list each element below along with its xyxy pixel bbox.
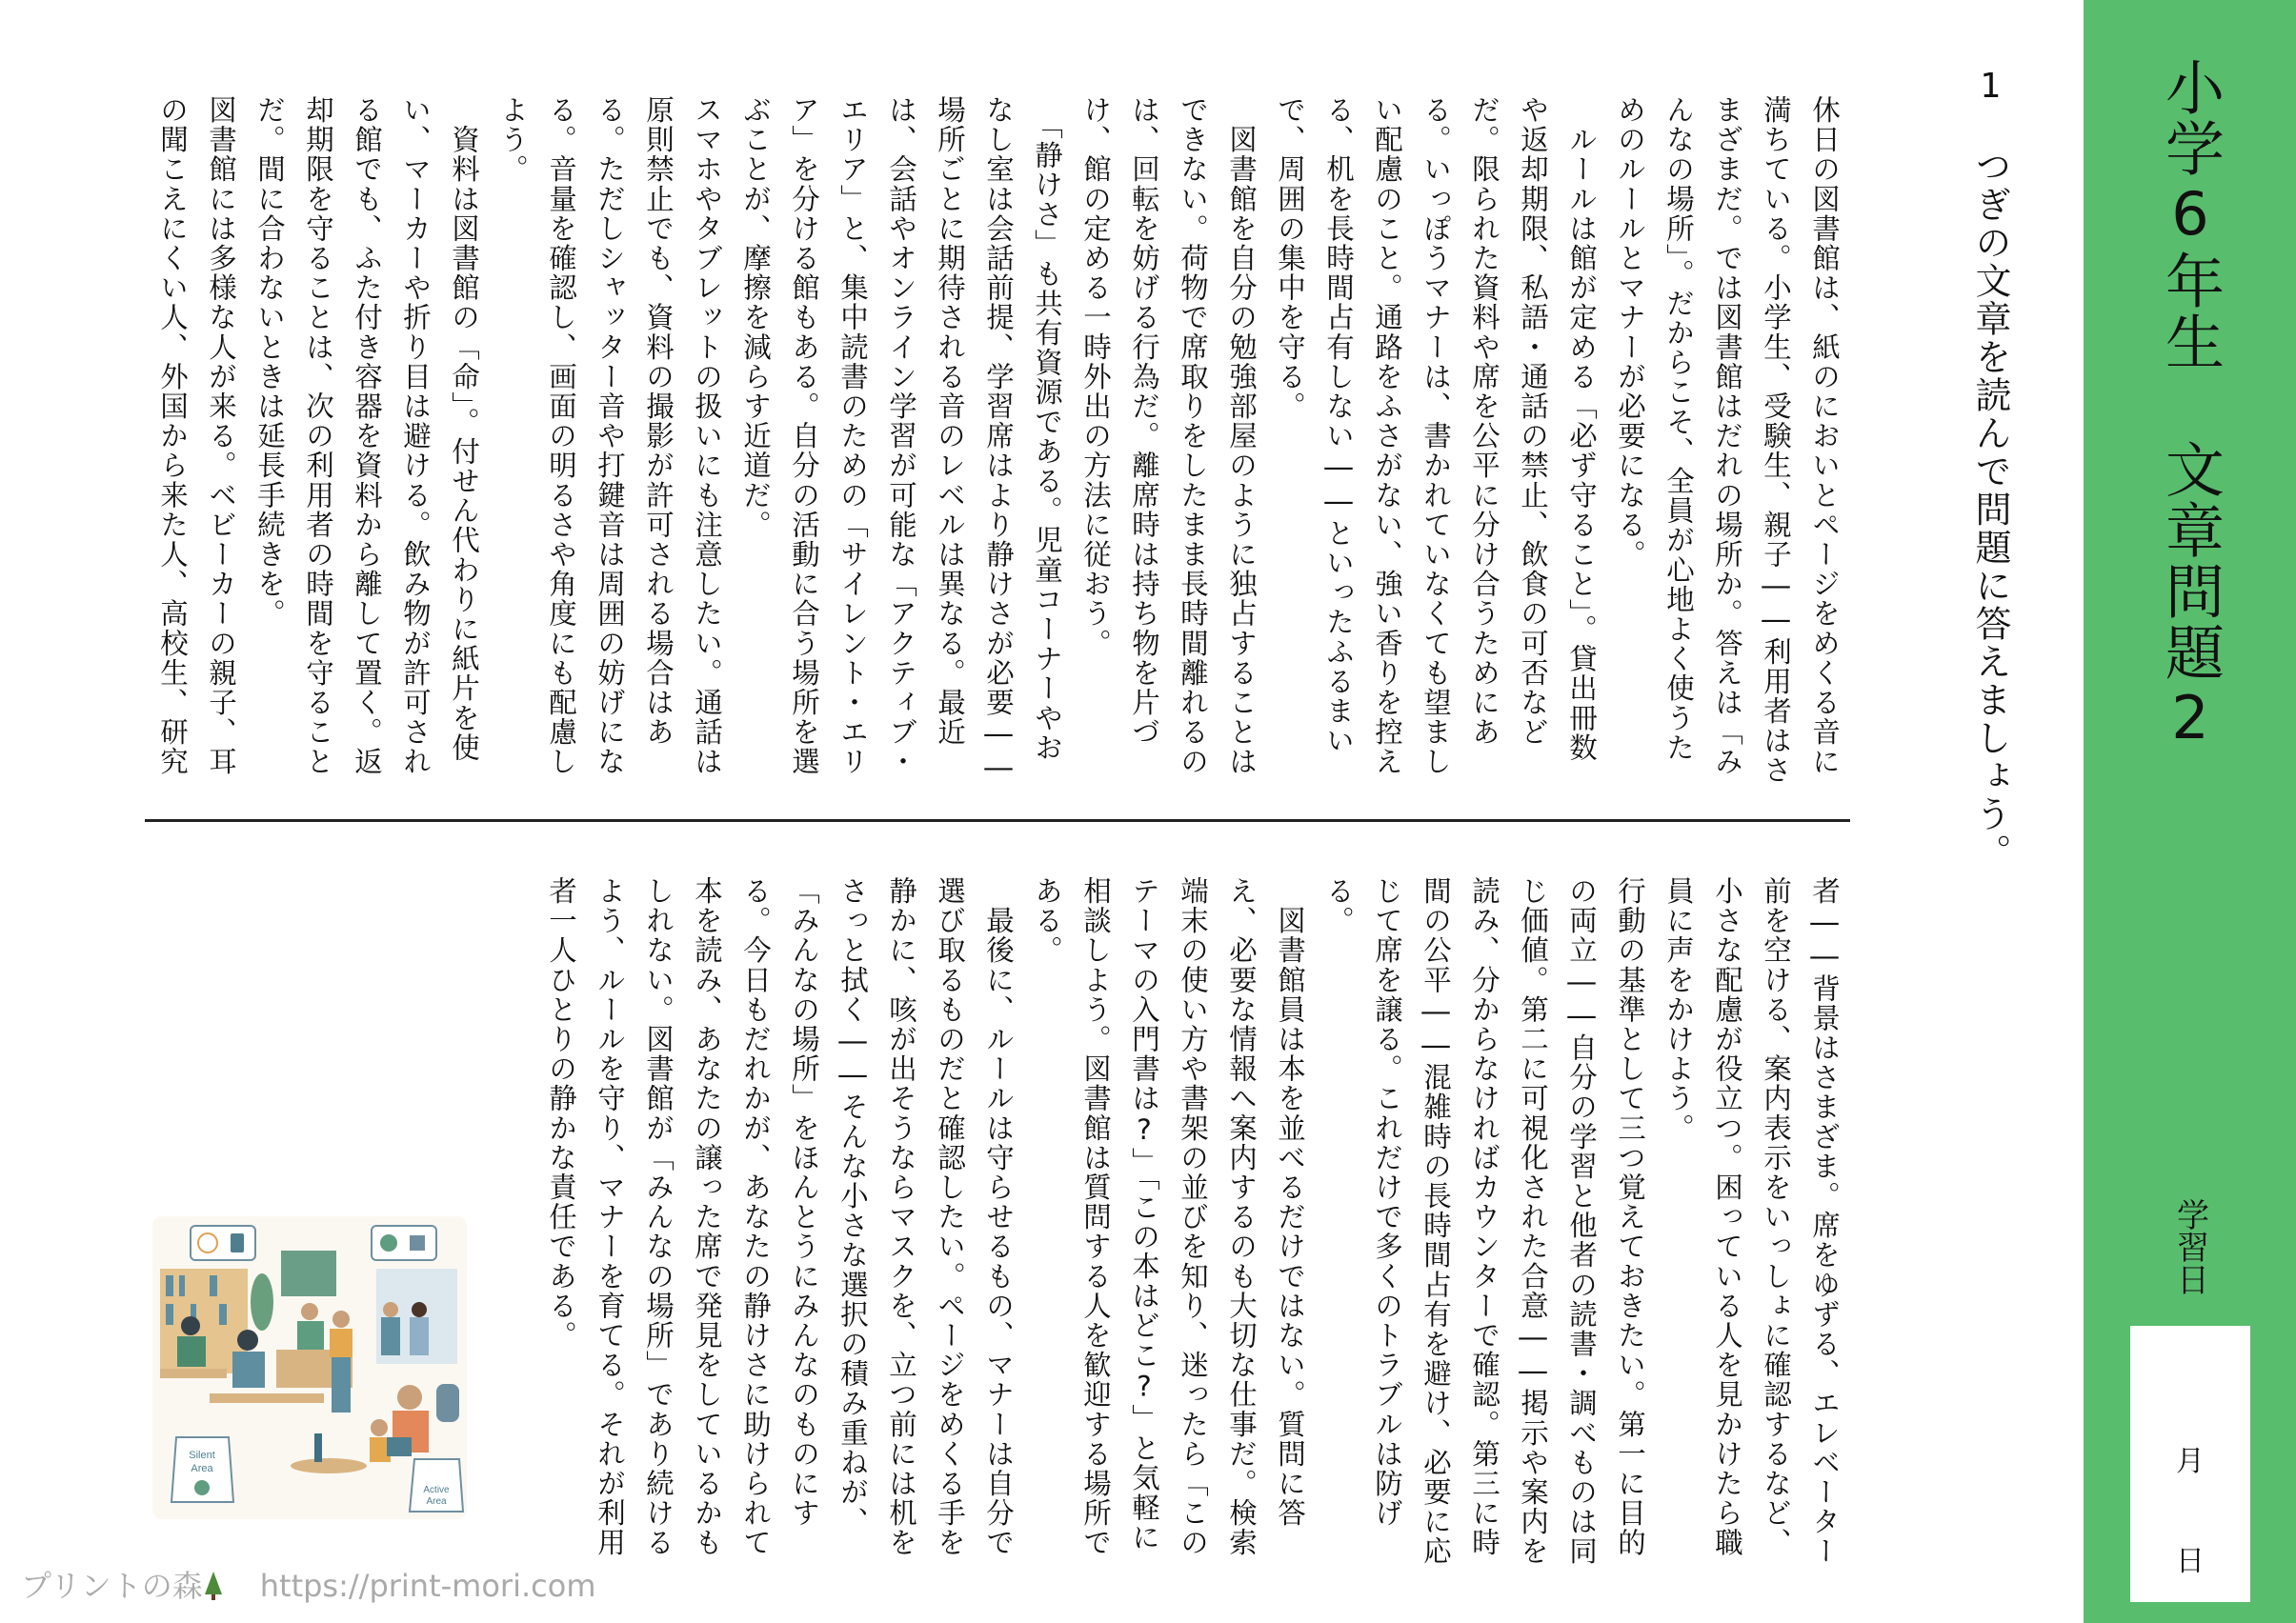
passage-line: じて席を譲る。これだけで多くのトラブルは防げ — [1371, 876, 1403, 1529]
site-url[interactable]: https://print-mori.com — [259, 1568, 596, 1604]
passage-line: や返却期限、私語・通話の禁止、飲食の可否など — [1517, 95, 1549, 748]
passage-line: 満ちている。小学生、受験生、親子――利用者はさ — [1760, 95, 1792, 786]
passage-line: 静かに、咳が出そうならマスクを、立つ前には机を — [885, 876, 917, 1558]
passage-line: る。ただしシャッター音や打鍵音は周囲の妨げにな — [594, 95, 626, 777]
passage-line: んなの場所」。だからこそ、全員が心地よく使うた — [1662, 95, 1695, 763]
passage-line: 本を読み、あなたの譲った席で発見をしているかも — [691, 876, 723, 1558]
passage-line: ある。 — [1031, 876, 1063, 966]
passage-line: は、会話やオンライン学習が可能な「アクティブ・ — [885, 95, 917, 777]
passage-line: 資料は図書館の「命」。付せん代わりに紙片を使 — [448, 95, 480, 763]
passage-line: い、マーカーや折り目は避ける。飲み物が許可され — [399, 95, 432, 777]
brand-name: プリントの森 — [21, 1568, 203, 1604]
passage-line: まざまだ。では図書館はだれの場所か。答えは「み — [1711, 95, 1743, 777]
passage-line: 場所ごとに期待される音のレベルは異なる。最近 — [934, 95, 966, 748]
passage-line: で、周囲の集中を守る。 — [1274, 95, 1306, 422]
passage-line: る。今日もだれかが、あなたの静けさに助けられて — [739, 876, 772, 1558]
silent-area-sign: Silent — [189, 1450, 215, 1461]
passage-line: 却期限を守ることは、次の利用者の時間を守ること — [302, 95, 334, 777]
passage-line: 者――背景はさまざま。席をゆずる、エレベーター — [1808, 876, 1841, 1567]
study-date-field[interactable] — [2130, 1326, 2250, 1602]
worksheet-name: 文章問題2 — [2155, 439, 2226, 754]
passage-lower — [536, 876, 1848, 1567]
passage-line: ア」を分ける館もある。自分の活動に合う場所を選 — [788, 95, 820, 777]
passage-line: る、机を長時間占有しない――といったふるまい — [1322, 95, 1355, 756]
day-label: 日 — [2176, 1545, 2205, 1578]
passage-line: 選び取るものだと確認したい。ページをめくる手を — [934, 876, 966, 1558]
passage-line: 図書館には多様な人が来る。ベビーカーの親子、耳 — [205, 95, 237, 777]
passage-line: 最後に、ルールは守らせるもの、マナーは自分で — [982, 876, 1015, 1558]
passage-line: 員に声をかけよう。 — [1662, 876, 1695, 1143]
passage-line: 「みんなの場所」をほんとうにみんなのものにす — [788, 876, 820, 1529]
passage-line: めのルールとマナーが必要になる。 — [1614, 95, 1646, 570]
passage-line: る。音量を確認し、画面の明るさや角度にも配慮し — [545, 95, 577, 777]
passage-line: ルールは館が定める「必ず守ること」。貸出冊数 — [1565, 95, 1598, 763]
passage-line: できない。荷物で席取りをしたまま長時間離れるの — [1177, 95, 1209, 777]
passage-line: け、館の定める一時外出の方法に従おう。 — [1079, 95, 1112, 658]
passage-upper — [148, 95, 1848, 786]
sidebar — [2084, 0, 2296, 1623]
passage-line: 間の公平――混雑時の長時間占有を避け、必要に応 — [1420, 876, 1452, 1567]
passage-line: だ。間に合わないときは延長手続きを。 — [253, 95, 286, 629]
passage-line: テーマの入門書は?」「この本はどこ?」と気軽に — [1128, 876, 1160, 1553]
month-label: 月 — [2176, 1445, 2205, 1478]
tree-icon — [203, 1572, 224, 1608]
library-illustration — [152, 1216, 467, 1519]
passage-line: しれない。図書館が「みんなの場所」であり続ける — [642, 876, 675, 1558]
passage-line: 小さな配慮が役立つ。困っている人を見かけたら職 — [1711, 876, 1743, 1558]
passage-line: 前を空ける、案内表示をいっしょに確認するなど、 — [1760, 876, 1792, 1558]
question-instruction: つぎの文章を読んで問題に答えましょう。 — [1969, 148, 2011, 872]
passage-line: スマホやタブレットの扱いにも注意したい。通話は — [691, 95, 723, 777]
study-date-label: 学習日 — [2170, 1198, 2209, 1295]
passage-line: る館でも、ふた付き容器を資料から離して置く。返 — [351, 95, 383, 777]
passage-line: 原則禁止でも、資料の撮影が許可される場合はあ — [642, 95, 675, 748]
passage-line: い配慮のこと。通路をふさがない、強い香りを控え — [1371, 95, 1403, 777]
passage-line: 端末の使い方や書架の並びを知り、迷ったら「この — [1177, 876, 1209, 1558]
passage-line: の聞こえにくい人、外国から来た人、高校生、研究 — [156, 95, 189, 777]
passage-line: じ価値。第二に可視化された合意――掲示や案内を — [1517, 876, 1549, 1567]
passage-line: る。 — [1322, 876, 1355, 936]
passage-line: だ。限られた資料や席を公平に分け合うためにあ — [1468, 95, 1500, 748]
passage-line: 相談しよう。図書館は質問する人を歓迎する場所で — [1079, 876, 1112, 1558]
passage-line: ぶことが、摩擦を減らす近道だ。 — [739, 95, 772, 540]
passage-line: の両立――自分の学習と他者の読書・調べものは同 — [1565, 876, 1598, 1567]
passage-line: なし室は会話前提、学習席はより静けさが必要―― — [982, 95, 1015, 786]
passage-line: 図書館を自分の勉強部屋のように独占することは — [1225, 95, 1258, 777]
question-number: 1 — [1980, 67, 2001, 106]
active-area-sign-2: Area — [426, 1496, 447, 1507]
passage-line: 図書館員は本を並べるだけではない。質問に答 — [1274, 876, 1306, 1529]
passage-line: よう、ルールを守り、マナーを育てる。それが利用 — [594, 876, 626, 1558]
passage-line: 「静けさ」も共有資源である。児童コーナーやお — [1031, 95, 1063, 763]
passage-line: エリア」と、集中読書のための「サイレント・エリ — [836, 95, 869, 777]
worksheet-title — [2084, 57, 2296, 754]
grade-label: 小学6年生 — [2155, 57, 2226, 372]
section-divider — [145, 819, 1850, 822]
footer — [21, 1562, 595, 1608]
passage-line: る。いっぽうマナーは、書かれていなくても望まし — [1420, 95, 1452, 777]
passage-line: 読み、分からなければカウンターで確認。第三に時 — [1468, 876, 1500, 1558]
passage-line: 者一人ひとりの静かな責任である。 — [545, 876, 577, 1351]
passage-line: 行動の基準として三つ覚えておきたい。第一に目的 — [1614, 876, 1646, 1558]
passage-line: さっと拭く――そんな小さな選択の積み重ねが、 — [836, 876, 869, 1537]
passage-line: 休日の図書館は、紙のにおいとページをめくる音に — [1808, 95, 1841, 777]
passage-line: は、回転を妨げる行為だ。離席時は持ち物を片づ — [1128, 95, 1160, 748]
active-area-sign: Active — [423, 1485, 450, 1495]
passage-line: え、必要な情報へ案内するのも大切な仕事だ。検索 — [1225, 876, 1258, 1558]
silent-area-sign-2: Area — [191, 1463, 213, 1474]
passage-line: よう。 — [496, 95, 529, 185]
